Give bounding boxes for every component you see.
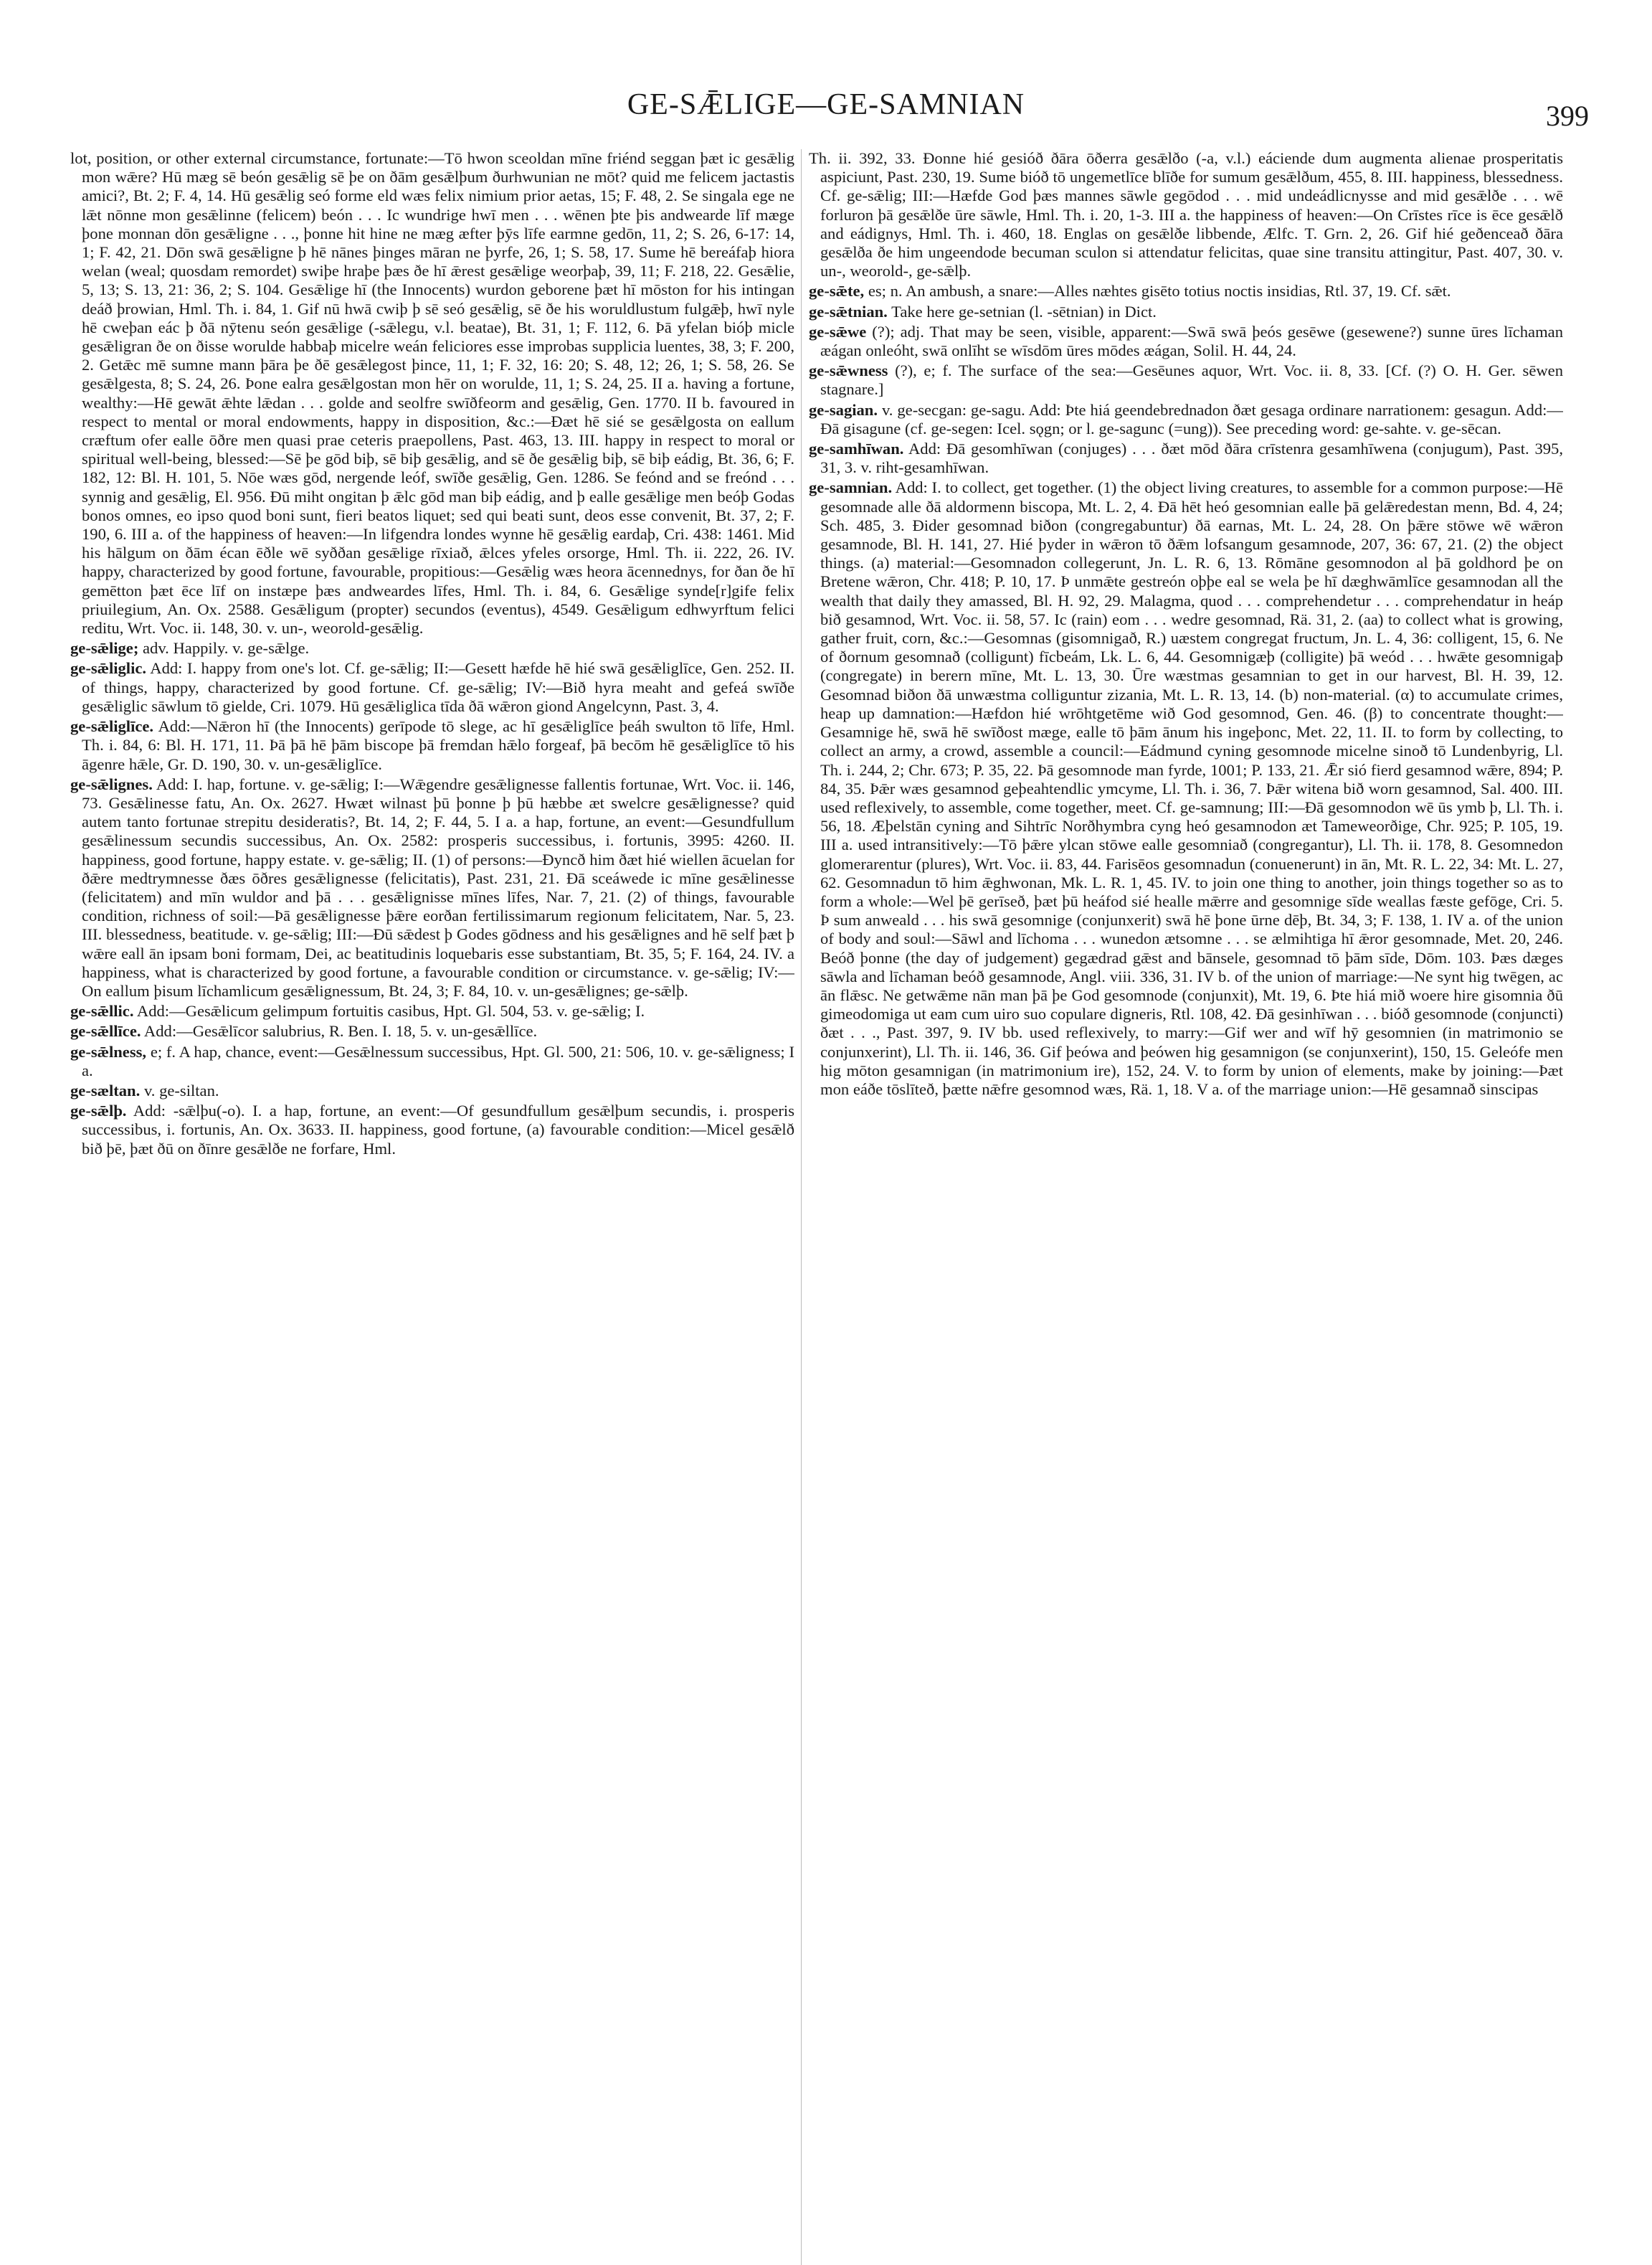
entry-text: Add: Ðā gesomhīwan (conjuges) . . . ðæt mōd ðāra crīstenra gesamhīwena (conjugum), Past. 395, 31, 3. v. riht-gesamhīwan. [820, 440, 1563, 477]
dictionary-entry [70, 1002, 794, 1021]
entry-text: Add: -sǣlþu(-o). I. a hap, fortune, an event:—Of gesundfullum gesǣlþum secundis, i. prosperis successibus, i. fortunis, An. Ox. 3633. II. happiness, good fortune, (a) favourable condition:—Micel gesǣlð bið þē, þæt ðū on ðīnre gesǣlðe ne forfare, Hml. [82, 1102, 794, 1158]
entry-headword: ge-sæltan. [70, 1081, 141, 1100]
dictionary-entry [70, 639, 794, 658]
entry-text: v. ge-siltan. [143, 1081, 219, 1100]
entry-text: Add:—Nǣron hī (the Innocents) gerīpode tō slege, ac hī gesǣliglīce þeáh swulton tō līfe, Hml. Th. i. 84, 6: Bl. H. 171, 11. Þā þā hē þām biscope þā fremdan hǣlo forgeaf, þā becōm hē gesǣliglīce tō his āgenre hǣle, Gr. D. 190, 30. v. un-gesǣliglīce. [82, 717, 794, 773]
entry-text: e; f. A hap, chance, event:—Gesǣlnessum successibus, Hpt. Gl. 500, 21: 506, 10. v. ge-sǣligness; I a. [82, 1042, 794, 1079]
dictionary-entry [809, 440, 1563, 477]
entry-headword: ge-sǣte, [809, 282, 865, 301]
dictionary-entry [70, 659, 794, 716]
dictionary-entry [809, 323, 1563, 360]
entry-text: adv. Happily. v. ge-sǣlge. [143, 639, 310, 658]
entry-headword: ge-sǣlignes. [70, 775, 153, 793]
entry-headword: ge-sǣtnian. [809, 302, 888, 321]
entry-text: Add:—Gesǣlicum gelimpum fortuitis casibus, Hpt. Gl. 504, 53. v. ge-sǣlig; I. [136, 1002, 645, 1021]
column-divider [801, 149, 802, 2265]
dictionary-entry [809, 149, 1563, 280]
right-column [809, 149, 1563, 2150]
entry-text: (?); adj. That may be seen, visible, apparent:—Swā swā þeós gesēwe (gesewene?) sunne ūres līchaman æágan onleóht, swā onlīht se wīsdōm ūres mōdes æágan, Solil. H. 44, 24. [820, 322, 1563, 360]
entry-text: Add:—Gesǣlīcor salubrius, R. Ben. I. 18, 5. v. un-gesǣllīce. [143, 1022, 538, 1041]
entry-headword: ge-sǣllic. [70, 1002, 134, 1021]
dictionary-entry [70, 1022, 794, 1041]
left-column [70, 149, 794, 2150]
entry-text: Take here ge-setnian (l. -sētnian) in Dict. [891, 302, 1157, 321]
entry-headword: ge-sǣliglic. [70, 659, 147, 678]
dictionary-entry [70, 149, 794, 638]
entry-text: es; n. An ambush, a snare:—Alles næhtes gisēto totius noctis insidias, Rtl. 37, 19. Cf. sǣt. [868, 282, 1451, 301]
dictionary-entry [70, 717, 794, 774]
entry-headword: ge-sǣliglīce. [70, 717, 154, 736]
entry-text: lot, position, or other external circumstance, fortunate:—Tō hwon sceoldan mīne friénd seggan þæt ic gesǣlig mon wǣre? Hū mæg sē beón gesǣlig sē þe on ðām gesǣlþum ðurhwunian ne mōt? quid me felicem jactastis amici?, Bt. 2; F. 4, 14. Hū gesǣlig seó forme eld wæs felix nimium prior aetas, 15; F. 48, 2. Se singala ege ne lǣt nōnne mon gesǣlinne (felicem) beón . . . Ic wundrige hwī men . . . wēnen þte þis andwearde līf mæge þone monnan dōn gesǣligne . . ., þonne hit hine ne mæg æfter þȳs līfe earmne gedōn, 11, 2; S. 26, 6-17: 14, 1; F. 42, 21. Dōn swā gesǣligne þ hē nānes þinges māran ne þyrfe, 26, 1; S. 58, 17. Sume hē bereáfaþ hiora welan (weal; quosdam remordet) swiþe hraþe þæs ðe hī ǣrest gesǣlige weorþaþ, 39, 11; F. 218, 22. Gesǣlie, 5, 13; S. 13, 21: 36, 2; S. 104. Gesǣlige hī (the Innocents) wurdon geborene þæt hī mōston for his intingan deáð þrowian, Hml. Th. i. 84, 1. Gif nū hwā cwiþ þ sē seó gesǣlig, sē ðe his woruldlustum fulgǣþ, hwī nyle hē cweþan eác þ ðā nȳtenu seón gesǣlige (-sǣlegu, v.l. beatae), Bt. 31, 1; F. 112, 6. Þā yfelan bióþ micle gesǣligran ðe on ðisse worulde habbaþ micelre weán feliciores esse improbas supplicia luentes, 38, 3; F. 200, 2. Getǣc mē sumne mann þāra þe ðē gesǣlegost þince, 11, 1; F. 32, 16: 20; S. 48, 12; 26, 1; S. 58, 26. Se gesǣlgesta, 8; S. 24, 26. Þone ealra gesǣlgostan mon hēr on worulde, 11, 1; S. 24, 25. II a. having a fortune, wealthy:—Hē gewāt ǣhte lǣdan . . . golde and seolfre swīðfeorm and gesǣlig, Gen. 1770. II b. favoured in respect to mental or moral endowments, happy in disposition, &c.:—Ðæt hē sié se gesǣlgosta on eallum cræftum ofer ealle ōðre men quasi prae ceteris praepollens, Past. 463, 13. III. happy in respect to moral or spiritual well-being, blessed:—Sē þe gōd biþ, sē biþ gesǣlig, and sē ðe gesǣlig biþ, sē biþ eádig, Bt. 36, 6; F. 182, 12: Bl. H. 101, 5. Nōe wæs gōd, nergende leóf, swīðe gesǣlig, Gen. 1286. Se feónd and se freónd . . . synnig and gesǣlig, El. 956. Ðū miht ongitan þ ǣlc gōd man biþ eádig, and þ ealle gesǣlige men beóþ Godas bonos omnes, eo ipso quod boni sunt, fieri beatos liquet; sed qui beati sunt, deos esse convenit, Bt. 37, 2; F. 190, 6. III a. of the happiness of heaven:—In lifgendra londes wynne hē gesǣlig eardaþ, Cri. 438: 1461. Mid his hālgum on ðām écan ēðle wē syððan gesǣlige rīxiað, ǣlces yfeles orsorge, Hml. Th. ii. 222, 26. IV. happy, characterized by good fortune, favourable, propitious:—Gesǣlig wæs heora ācennednys, for ðan ðe hī gemētton þæt ēce līf on instæpe þæs andweardes līfes, Hml. Th. i. 84, 6. Gesǣlige synde[r]gife felix priuilegium, An. Ox. 2588. Gesǣligum (propter) secundos (eventus), 4549. Gesǣligum edhwyrftum felici reditu, Wrt. Voc. ii. 148, 30. v. un-, weorold-gesǣlig. [70, 149, 794, 638]
entry-headword: ge-sagian. [809, 400, 878, 419]
entry-text: Add: I. to collect, get together. (1) the object living creatures, to assemble for a common purpose:—Hē gesomnade alle ðā aldormenn biscopa, Mt. L. 2, 4. Ðā hēt heó gesomnian ealle þā gelǣredestan menn, Bd. 4, 24; Sch. 485, 3. Ðider gesomnad biðon (congregabuntur) ðā earnas, Mt. L. 24, 28. On þǣre stōwe wē wǣron gesamnode, Bl. H. 141, 27. Hié þyder in wǣron tō ðǣm lofsangum gesamnode, 207, 36: 67, 21. (2) the object things. (a) material:—Gesomnadon collegerunt, Jn. L. R. 6, 13. Rōmāne gesomnodon al þā goldhord þe on Bretene wǣron, Chr. 418; P. 10, 17. Þ unmǣte gestreón oþþe eal se wela þe hī dæghwāmlīce gesamnodan all the wealth that daily they amassed, Bl. H. 92, 29. Malagma, quod . . . comprehendetur . . . comprehendatur in heáp bið gesamnod, Wrt. Voc. ii. 58, 57. Ic (rain) eom . . . wedre gesomnad, Rä. 31, 2. (aa) to collect what is growing, gather fruit, corn, &c.:—Gesomnas (gisomnigað, R.) uæstem congregat fructum, Jn. L. 4, 36: colligent, 15, 6. Ne of ðornum gesomnað (colligunt) fīcbeám, Lk. L. 6, 44. Gesomnigæþ (colligite) þā weód . . . hwǣte gesomnigaþ (congregate) in berern mīne, Mt. L. 13, 30. Ūre wæstmas gesamnian to get in our harvest, Bl. H. 39, 12. Gesomnad biðon ðā unwæstma colliguntur zizania, Mt. L. R. 13, 14. (b) non-material. (α) to accumulate crimes, heap up damnation:—Hæfdon hié wrōhtgetēme wið God gesomnod, Gen. 46. (β) to concentrate thought:—Gesamnige hē, swā hē swīðost mæge, ealle tō þām ānum his ingeþonc, Met. 22, 11. II. to form by collecting, to collect an army, a crowd, assemble a council:—Eádmund cyning gesomnode micelne sinoð tō Lundenbyrig, Ll. Th. i. 244, 2; Chr. 673; P. 35, 22. Þā gesomnode man fyrde, 1001; P. 133, 21. Ǣr sió fierd gesamnod wǣre, 894; P. 84, 35. Þǣr wæs gesamnod geþeahtendlic ymcyme, Ll. Th. i. 36, 7. Þǣr witena bið worn gesamnod, Sal. 400. III. used reflexively, to assemble, come together, meet. Cf. ge-samnung; III:—Ðā gesomnodon wē ūs ymb þ, Ll. Th. i. 56, 18. Æþelstān cyning and Sihtrīc Norðhymbra cyng heó gesamnodon æt Tameweorðige, Chr. 925; P. 105, 19. III a. used intransitively:—Tō þǣre ylcan stōwe ealle gesomniað (congregantur), Ll. Th. ii. 178, 8. Gesomnedon glomerarentur (plures), Wrt. Voc. ii. 83, 44. Farisēos gesomnadun (conuenerunt) in ān, Mt. R. L. 22, 34: Mt. L. 27, 62. Gesomnadun tō him ǣghwonan, Mk. L. R. 1, 45. IV. to join one thing to another, join things together so as to form a whole:—Wel þē gerīseð, þæt þū heáfod sié healle mǣrre and gesomnige sīde weallas fæste gefōge, Cri. 5. Þ sum anweald . . . his swā gesomnige (conjunxerit) swā hē þone ūrne dēþ, Bt. 34, 3; F. 138, 1. IV a. of the union of body and soul:—Sāwl and līchoma . . . wunedon ætsomne . . . se ælmihtiga hī ǣror gesomnade, Met. 20, 246. Beóð þonne (the day of judgement) gegædrad gǣst and bānsele, gesomnad tō þām sīde, Dōm. 103. Þæs dæges sāwla and līchaman beóð gesamnode, Angl. viii. 336, 31. IV b. of the union of marriage:—Ne synt hig twēgen, ac ān flǣsc. Ne getwǣme nān man þā þe God gesomnode (conjunxit), Mt. 19, 6. Þte hiá mið woere hire gisomnia ðū gimeodomiga ut eam cum uiro suo copulare digneris, Rtl. 108, 42. Ðā gesinhīwan . . . bióð gesomnode (conjuncti) ðæt . . ., Past. 397, 9. IV bb. used reflexively, to marry:—Gif wer and wīf hȳ gesomnien (in matrimonio se conjunxerint), Ll. Th. ii. 146, 36. Gif þeówa and þeówen hig gesamnigon (se conjunxerint), 150, 15. Geleófe men hig mōton gesamnigan (in matrimonium ire), 152, 24. V. to form by union of elements, make by joining:—Þæt mon eáðe tōslīteð, þætte nǣfre gesomnod wæs, Rä. 1, 18. V a. of the marriage union:—Hē gesamnað sinscipas [820, 478, 1563, 1098]
dictionary-entry [70, 1082, 794, 1100]
running-head: GE-SǢLIGE—GE-SAMNIAN [627, 88, 1025, 121]
entry-headword: ge-samhīwan. [809, 440, 904, 458]
entry-headword: ge-sǣlness, [70, 1042, 147, 1061]
entry-headword: ge-sǣwness [809, 361, 888, 380]
entry-headword: ge-sǣlþ. [70, 1102, 127, 1120]
entry-headword: ge-sǣllīce. [70, 1022, 141, 1041]
entry-headword: ge-samnian. [809, 478, 893, 497]
entry-text: Add: I. hap, fortune. v. ge-sǣlig; I:—Wǣgendre gesǣlignesse fallentis fortunae, Wrt. Voc. ii. 146, 73. Gesǣlinesse fatu, An. Ox. 2627. Hwæt wilnast þū þonne þ þū hæbbe æt swelcre gesǣlignesse? quid autem tanto fortunae strepitu desideratis?, Bt. 14, 2; F. 44, 5. I a. a hap, fortune, an event:—Gesundfullum gesǣlinessum secundis successibus, An. Ox. 2582: prosperis successibus, i. fortunis, 3995: 4260. II. happiness, good fortune, happy estate. v. ge-sǣlig; II. (1) of persons:—Ðyncð him ðæt hié wiellen ācuelan for ðǣre medtrymnesse ðæs ōðres gesǣlignesse (felicitatis), Past. 231, 21. Ðā sceáwede ic mīne gesǣlinesse (felicitatem) and mīn wuldor and þā . . . gesǣlignisse mīnes līfes, Nar. 7, 21. (2) of things, favourable condition, richness of soil:—Þā gesǣlignesse þǣre eorðan fertilissimarum regionum felicitatem, Nar. 5, 23. III. blessedness, beatitude. v. ge-sǣlig; III:—Ðū sǣdest þ Godes gōdness and his gesǣlignes and hē self þæt þ wǣre eall ān ipsam boni formam, Dei, ac beatitudinis loquebaris esse substantiam, Bt. 35, 5; F. 164, 24. IV. a happiness, what is characterized by good fortune, a favourable condition or circumstance. v. ge-sǣlig; IV:—On eallum þisum līchamlicum gesǣlignessum, Bt. 24, 3; F. 84, 10. v. un-gesǣlignes; ge-sǣlþ. [82, 775, 794, 1000]
dictionary-entry [70, 775, 794, 1001]
page-number: 399 [1546, 100, 1589, 132]
entry-headword: ge-sǣwe [809, 322, 867, 341]
entry-headword: ge-sǣlige; [70, 639, 139, 658]
dictionary-entry [809, 478, 1563, 1099]
dictionary-entry [70, 1043, 794, 1080]
dictionary-entry [809, 282, 1563, 301]
dictionary-entry [809, 401, 1563, 438]
dictionary-entry [70, 1102, 794, 1158]
entry-text: v. ge-secgan: ge-sagu. Add: Þte hiá geendebrednadon ðæt gesaga ordinare narrationem: gesagun. Add:—Ðā gisagune (cf. ge-segen: Icel. sǫgn; or l. ge-sagunc (=ung)). See preceding word: ge-sahte. v. ge-sēcan. [820, 400, 1563, 438]
entry-text: (?), e; f. The surface of the sea:—Gesēunes aquor, Wrt. Voc. ii. 8, 33. [Cf. (?) O. H. Ger. sēwen stagnare.] [820, 361, 1563, 399]
dictionary-entry [809, 361, 1563, 399]
dictionary-entry [809, 303, 1563, 321]
entry-text: Th. ii. 392, 33. Ðonne hié gesióð ðāra ōðerra gesǣlðo (-a, v.l.) eáciende dum augmenta alienae prosperitatis aspiciunt, Past. 230, 19. Sume bióð tō ungemetlīce blīðe for sumum gesǣlðum, 455, 8. III. happiness, blessedness. Cf. ge-sǣlig; III:—Hæfde God þæs mannes sāwle gegōdod . . . mid undeádlicnysse and mid gesǣlðe . . . wē forluron þā gesǣlðe ūre sāwle, Hml. Th. i. 20, 1-3. III a. the happiness of heaven:—On Crīstes rīce is ēce gesǣlð and eádignys, Hml. Th. i. 460, 18. Englas on gesǣlðe libbende, Ælfc. T. Grn. 2, 26. Gif hié geðenceað ðāra gesǣlða ðe him ungeendode becuman sculon si attendatur felicitas, quae sine transitu attingitur, Past. 407, 30. v. un-, weorold-, ge-sǣlþ. [809, 149, 1563, 280]
entry-text: Add: I. happy from one's lot. Cf. ge-sǣlig; II:—Gesett hæfde hē hié swā gesǣliglīce, Gen. 252. II. of things, happy, characterized by good fortune. Cf. ge-sǣlig; IV:—Bið hyra meaht and gefeá swīðe gesǣliglic sāwlum tō gielde, Cri. 1079. Hū gesǣliglica tīda ðā wǣron giond Angelcynn, Past. 3, 4. [82, 659, 794, 715]
